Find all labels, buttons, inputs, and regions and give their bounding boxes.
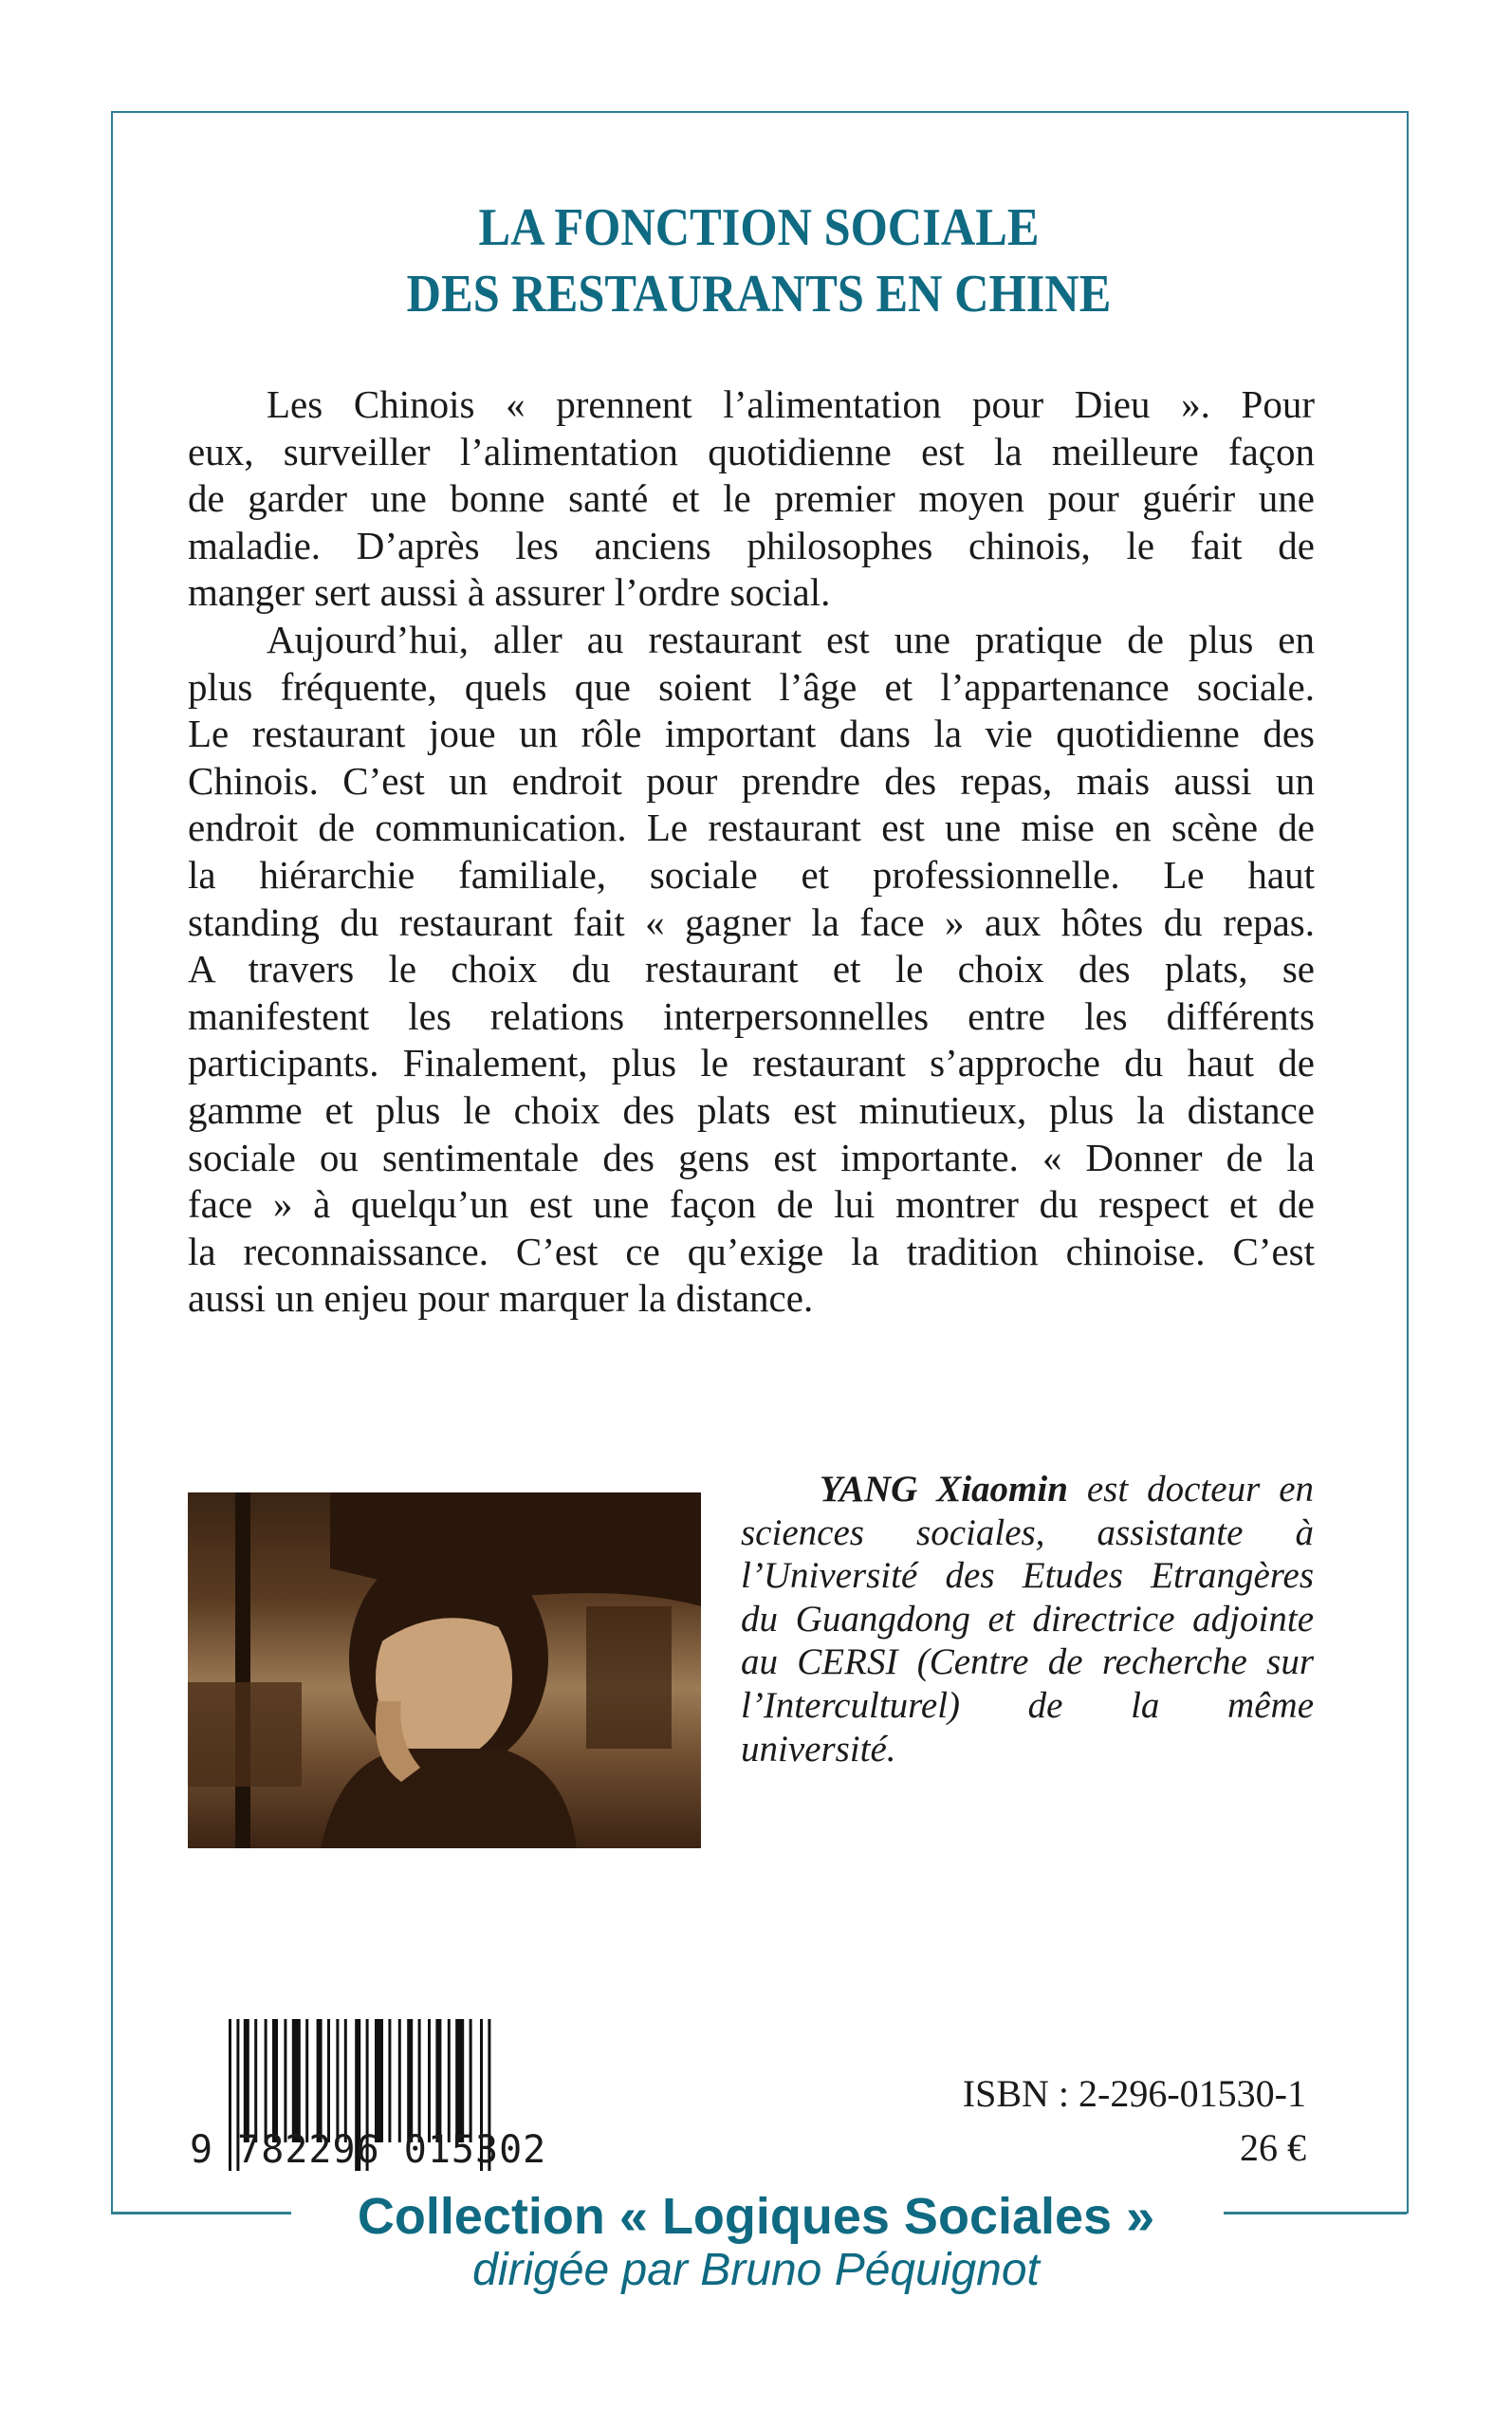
- synopsis-line: Chinois. C’est un endroit pour prendre des repas, mais aussi un: [188, 758, 1315, 803]
- barcode-bar: [455, 2019, 464, 2142]
- barcode-bar: [292, 2019, 301, 2142]
- bio-line: sciences sociales, assistante à: [741, 1511, 1314, 1553]
- bio-line: l’Université des Etudes Etrangères: [741, 1555, 1314, 1597]
- synopsis-line: A travers le choix du restaurant et le choix des plats, se: [188, 947, 1315, 991]
- collection-name: Collection « Logiques Sociales »: [0, 2187, 1512, 2246]
- barcode-bar: [336, 2019, 339, 2142]
- barcode-bar: [344, 2019, 347, 2142]
- synopsis-line: la hiérarchie familiale, sociale et professionnelle. Le haut: [188, 852, 1315, 897]
- barcode-bar: [435, 2019, 441, 2142]
- synopsis-line: aussi un enjeu pour marquer la distance.: [188, 1276, 814, 1321]
- price: 26 €: [1240, 2126, 1306, 2169]
- barcode-bar: [254, 2019, 257, 2142]
- synopsis-line: standing du restaurant fait « gagner la face » aux hôtes du repas.: [188, 899, 1315, 944]
- barcode-bar: [388, 2019, 391, 2142]
- synopsis-line: manifestent les relations interpersonnelles entre les différents: [188, 993, 1315, 1038]
- bio-line: université.: [741, 1728, 896, 1770]
- barcode-bar: [470, 2019, 472, 2142]
- book-title-line-1: LA FONCTION SOCIALE: [478, 198, 1040, 257]
- synopsis-line: Aujourd’hui, aller au restaurant est une pratique de plus en: [267, 617, 1315, 661]
- barcode-bar: [284, 2019, 286, 2142]
- barcode-bar: [375, 2019, 383, 2142]
- synopsis-line: participants. Finalement, plus le restaurant s’approche du haut de: [188, 1041, 1315, 1085]
- synopsis-line: la reconnaissance. C’est ce qu’exige la tradition chinoise. C’est: [188, 1229, 1315, 1273]
- bio-line: du Guangdong et directrice adjointe: [741, 1598, 1314, 1640]
- bio-line: YANG Xiaomin est docteur en: [820, 1469, 1314, 1510]
- author-name: YANG Xiaomin: [820, 1469, 1068, 1510]
- author-bio: [741, 1468, 1314, 1770]
- collection-director: dirigée par Bruno Péquignot: [472, 2245, 1040, 2295]
- synopsis-line: Le restaurant joue un rôle important dans la vie quotidienne des: [188, 712, 1315, 756]
- book-title-line-2: DES RESTAURANTS EN CHINE: [406, 265, 1112, 324]
- synopsis-line: eux, surveiller l’alimentation quotidienne est la meilleure façon: [188, 429, 1315, 473]
- synopsis-line: manger sert aussi à assurer l’ordre social.: [188, 570, 831, 615]
- barcode-bar: [418, 2019, 421, 2142]
- synopsis-line: plus fréquente, quels que soient l’âge et l’appartenance sociale.: [188, 664, 1315, 709]
- barcode-bar: [317, 2019, 323, 2142]
- synopsis-line: maladie. D’après les anciens philosophes chinois, le fait de: [188, 523, 1315, 567]
- barcode-bar: [244, 2019, 249, 2142]
- bio-line: au CERSI (Centre de recherche sur: [741, 1641, 1314, 1683]
- synopsis-line: face » à quelqu’un est une façon de lui montrer du respect et de: [188, 1182, 1315, 1227]
- synopsis-line: Les Chinois « prennent l’alimentation pour Dieu ». Pour: [267, 382, 1315, 426]
- barcode-bar: [448, 2019, 451, 2142]
- synopsis-line: de garder une bonne santé et le premier moyen pour guérir une: [188, 476, 1315, 521]
- barcode-bar: [265, 2019, 267, 2142]
- author-photo: [188, 1492, 701, 1848]
- synopsis-line: sociale ou sentimentale des gens est importante. « Donner de la: [188, 1135, 1315, 1179]
- barcode-bar: [407, 2019, 413, 2142]
- synopsis-line: endroit de communication. Le restaurant est une mise en scène de: [188, 806, 1315, 850]
- bio-line: l’Interculturel) de la même: [741, 1684, 1314, 1726]
- barcode-digits: 9 782296 015302: [190, 2128, 547, 2172]
- barcode-bar: [327, 2019, 330, 2142]
- barcode-bar: [428, 2019, 431, 2142]
- synopsis-line: gamme et plus le choix des plats est minutieux, plus la distance: [188, 1087, 1315, 1132]
- barcode-bar: [272, 2019, 278, 2142]
- isbn: ISBN : 2-296-01530-1: [962, 2072, 1306, 2115]
- barcode-bar: [398, 2019, 401, 2142]
- barcode-bar: [305, 2019, 308, 2142]
- synopsis: [188, 381, 1315, 1323]
